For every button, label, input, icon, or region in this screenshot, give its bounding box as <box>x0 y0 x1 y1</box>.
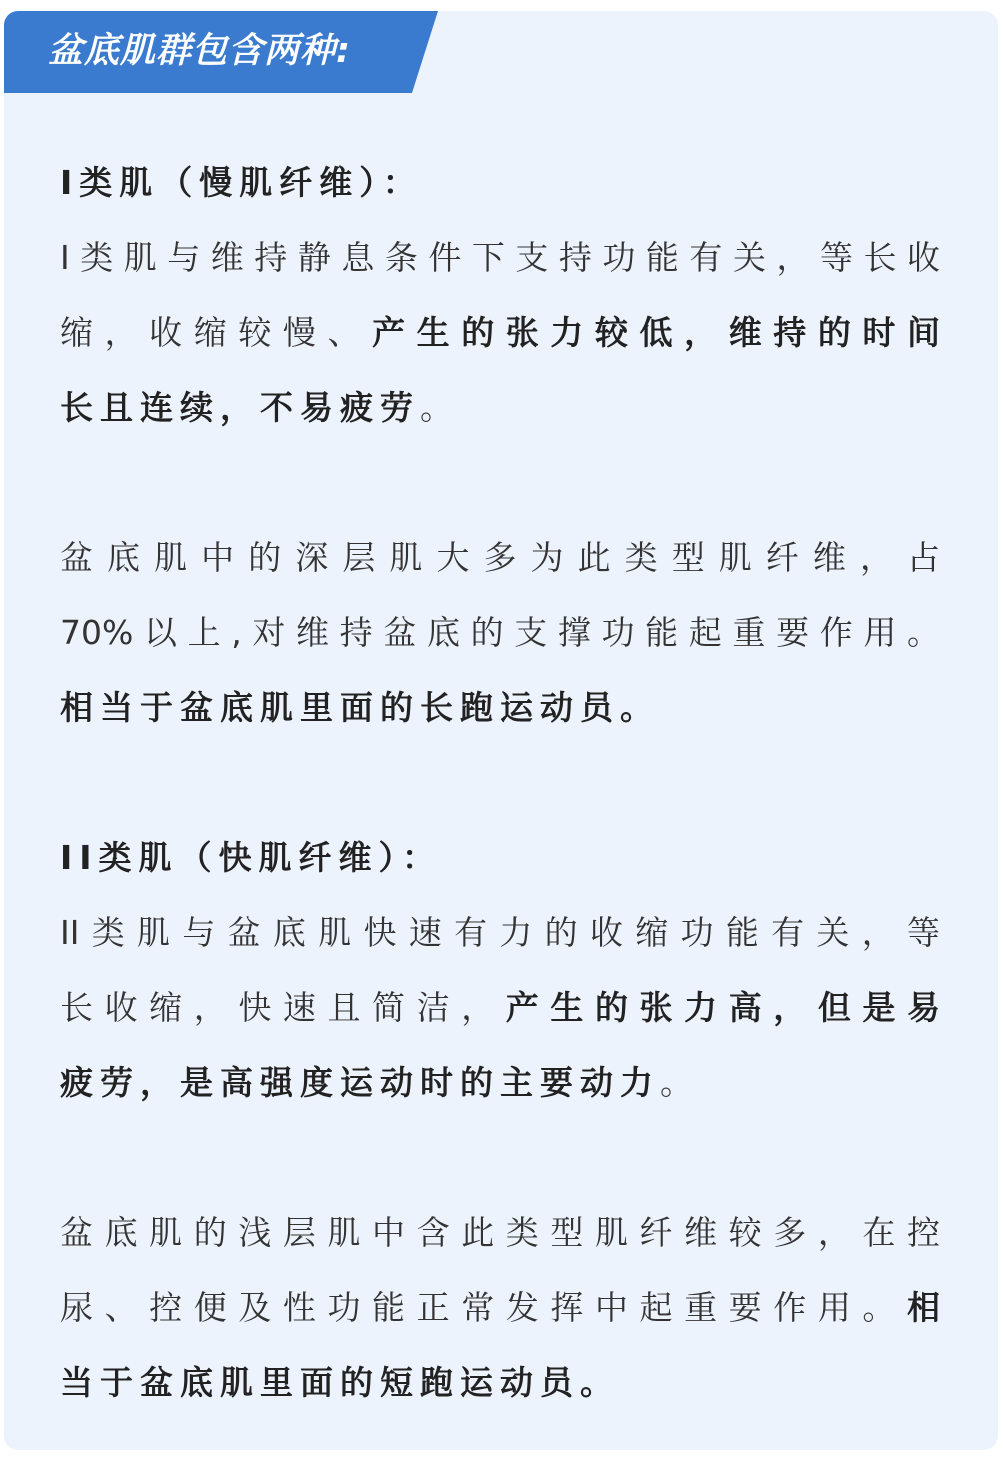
bold-text: 产生的张力高，但是易 <box>505 988 941 1027</box>
text-line <box>60 1195 940 1270</box>
bold-text: 疲劳，是高强度运动时的主要动力 <box>60 1063 660 1102</box>
text-line <box>60 895 940 970</box>
bold-text: I类肌（慢肌纤维）： <box>60 163 423 202</box>
bold-text: 当于盆底肌里面的短跑运动员。 <box>60 1363 620 1402</box>
text-line <box>60 370 940 445</box>
text-line <box>60 970 940 1045</box>
text-line <box>60 595 940 670</box>
text: 。 <box>420 388 460 427</box>
bold-text: 相 <box>907 1288 940 1327</box>
text-line <box>60 820 940 895</box>
bold-text: 产生的张力较低，维持的时间 <box>372 313 941 352</box>
blank-line <box>60 445 940 520</box>
text: I类肌与维持静息条件下支持功能有关，等长收 <box>60 238 940 277</box>
text-line <box>60 670 940 745</box>
text: 长收缩，快速且简洁， <box>60 988 506 1027</box>
text-line <box>60 295 940 370</box>
bold-text: 相当于盆底肌里面的长跑运动员。 <box>60 688 660 727</box>
bold-text: II类肌（快肌纤维）： <box>60 838 443 877</box>
text-line <box>60 1045 940 1120</box>
text: 盆底肌中的深层肌大多为此类型肌纤维，占 <box>60 538 940 577</box>
text-line <box>60 520 940 595</box>
text-line <box>60 1345 940 1420</box>
blank-line <box>60 1120 940 1195</box>
text-line <box>60 220 940 295</box>
text: 。 <box>660 1063 700 1102</box>
text: II类肌与盆底肌快速有力的收缩功能有关，等 <box>60 913 940 952</box>
text: 盆底肌的浅层肌中含此类型肌纤维较多，在控 <box>60 1213 940 1252</box>
blank-line <box>60 745 940 820</box>
article-body <box>60 145 940 1420</box>
text: 70%以上,对维持盆底的支撑功能起重要作用。 <box>60 613 940 652</box>
text-line <box>60 1270 940 1345</box>
text: 缩，收缩较慢、 <box>60 313 373 352</box>
text-line <box>60 145 940 220</box>
bold-text: 长且连续，不易疲劳 <box>60 388 420 427</box>
section-title: 盆底肌群包含两种: <box>48 31 351 71</box>
text: 尿、控便及性功能正常发挥中起重要作用。 <box>60 1288 907 1327</box>
